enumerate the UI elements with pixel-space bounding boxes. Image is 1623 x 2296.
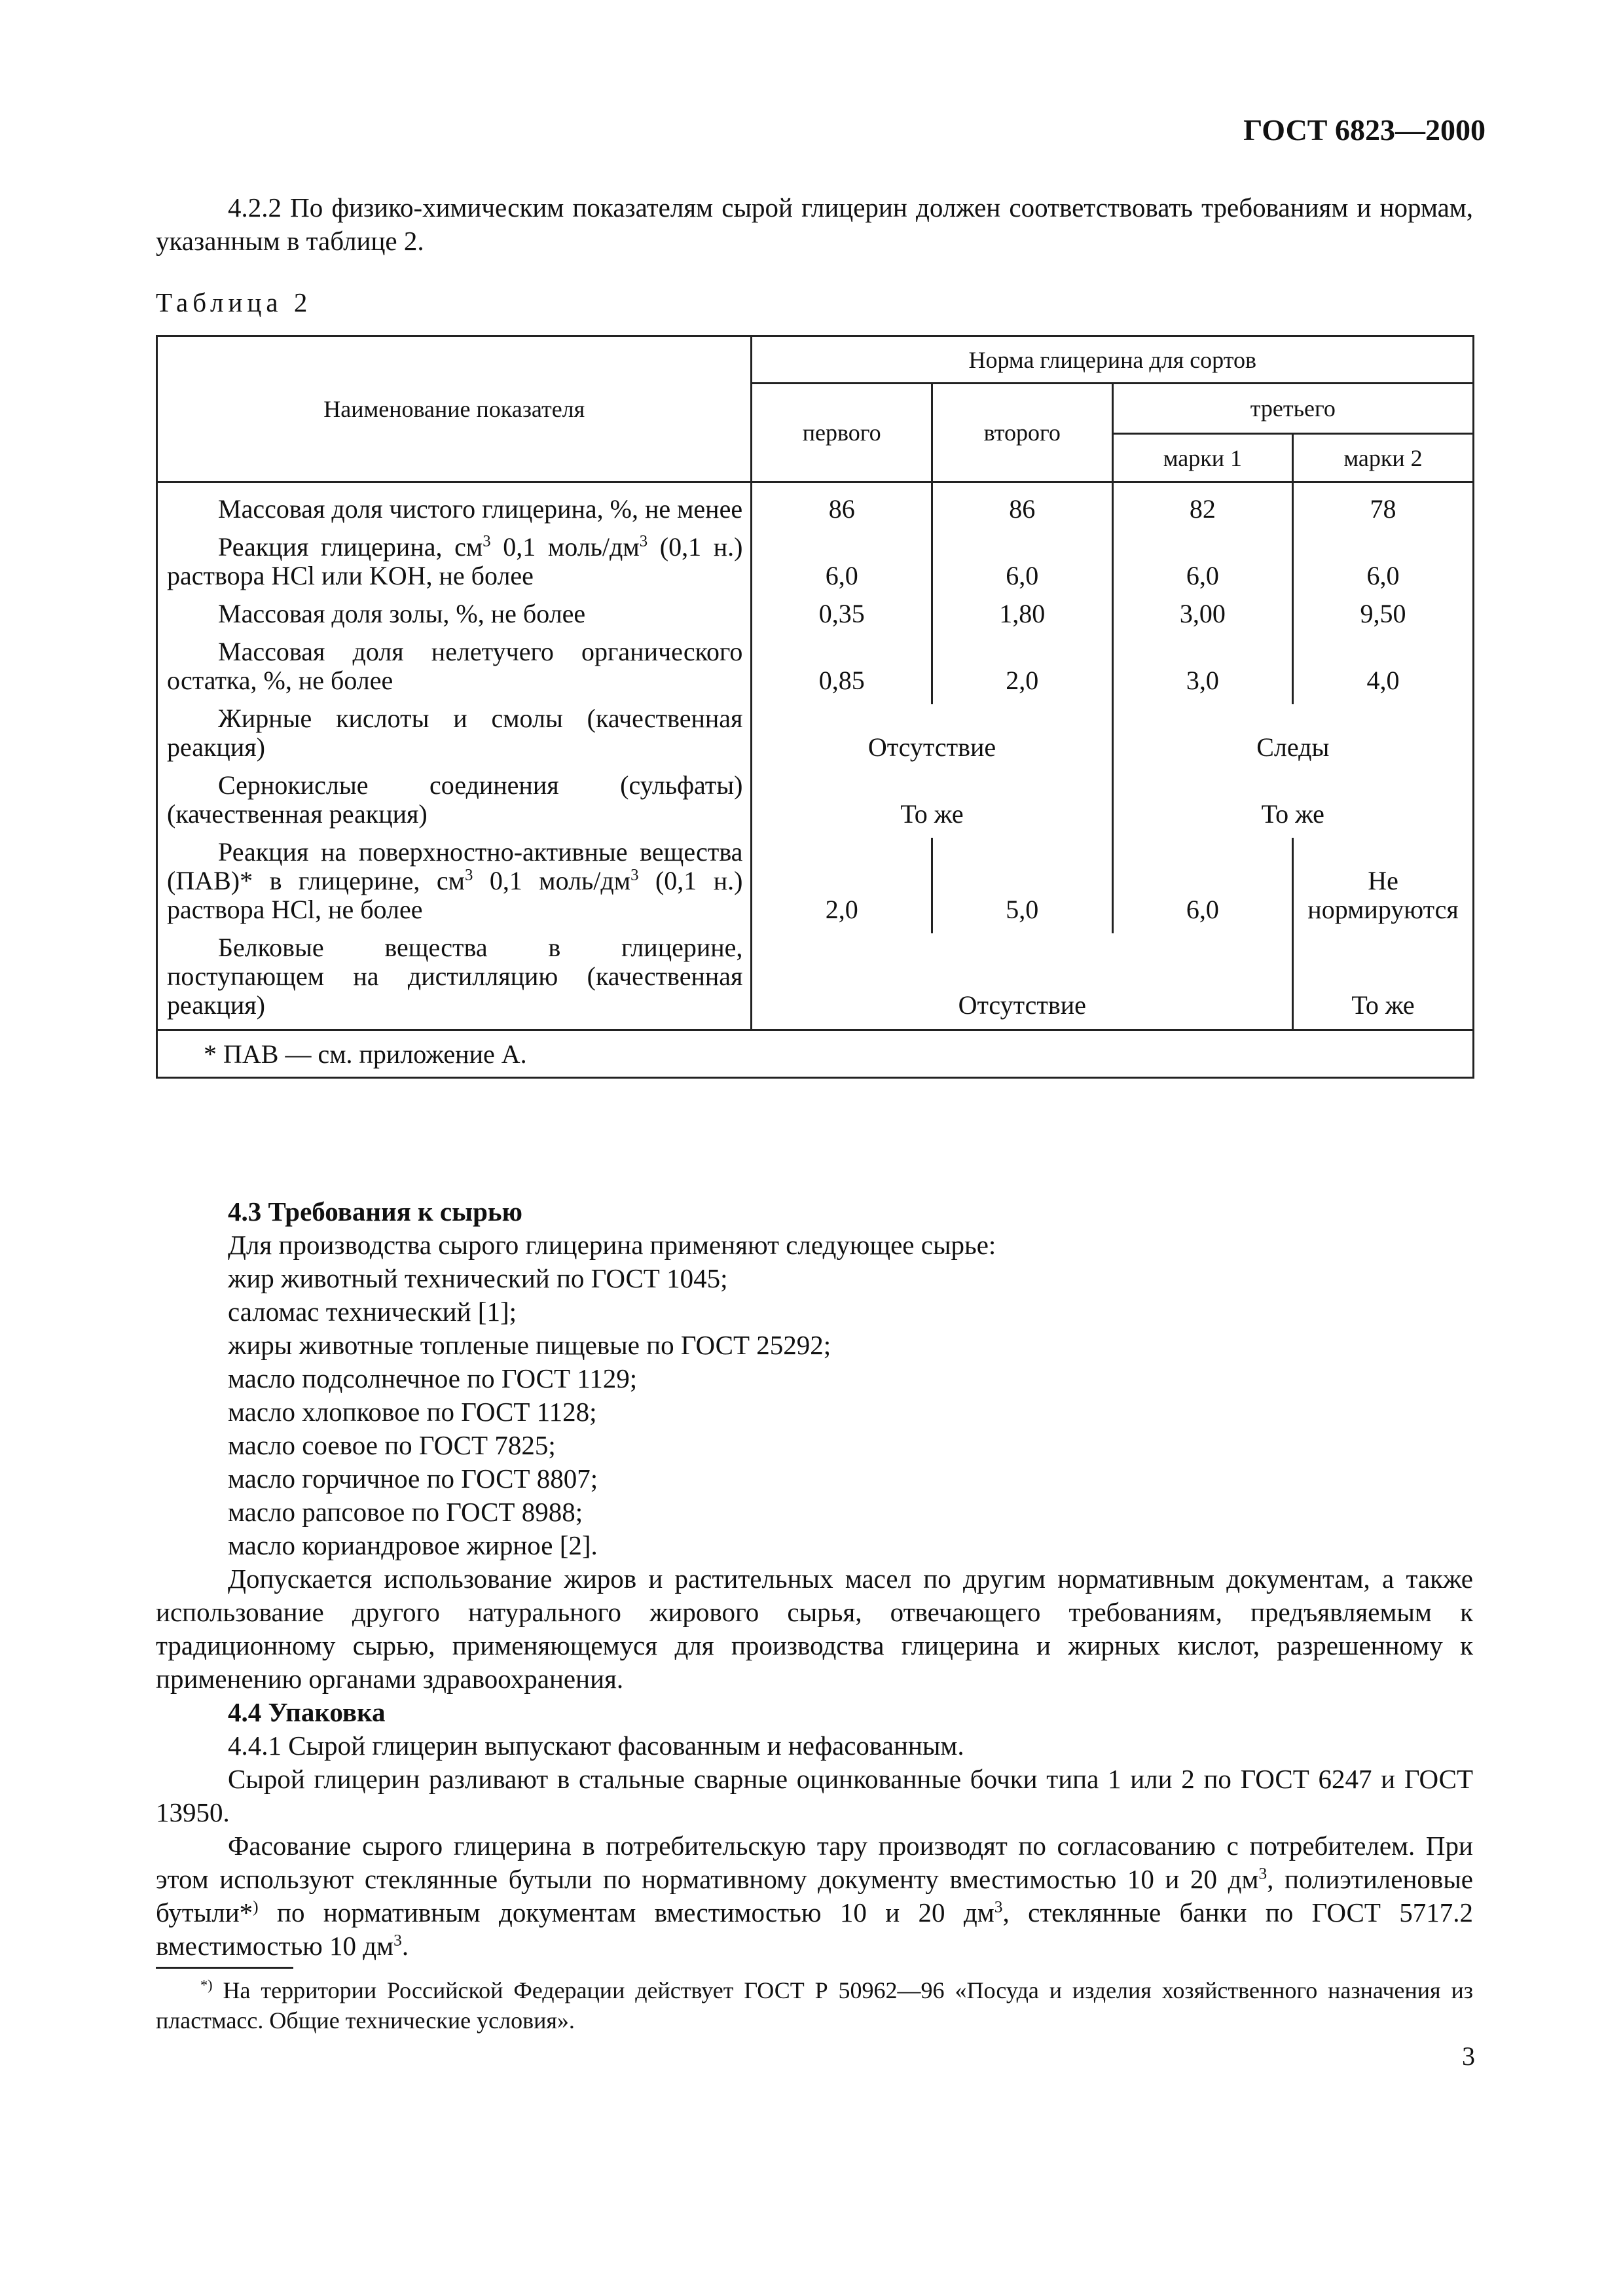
raw-material-item: саломас технический [1];: [228, 1297, 517, 1327]
row-name: Массовая доля золы, %, не более: [157, 600, 752, 637]
cell-value: То же: [752, 771, 1112, 838]
document-id: ГОСТ 6823—2000: [1243, 113, 1486, 147]
row-name: Жирные кислоты и смолы (качественная реакция): [157, 704, 752, 771]
cell-value: 9,50: [1293, 600, 1474, 637]
row-name: Белковые вещества в глицерине, поступающем на дистилляцию (качественная реакция): [157, 933, 752, 1030]
raw-material-item: жиры животные топленые пищевые по ГОСТ 25292;: [228, 1330, 831, 1360]
table-row: [157, 704, 1474, 771]
raw-material-item: масло подсолнечное по ГОСТ 1129;: [228, 1363, 638, 1393]
table-row: [157, 637, 1474, 704]
cell-value: 3,00: [1112, 600, 1293, 637]
row-name: Сернокислые соединения (сульфаты) (качественная реакция): [157, 771, 752, 838]
section-4-3-heading: 4.3 Требования к сырью: [228, 1196, 522, 1227]
cell-value: 6,0: [932, 533, 1113, 600]
row-name: Массовая доля чистого глицерина, %, не менее: [157, 482, 752, 533]
header-mark-1: марки 1: [1112, 434, 1293, 482]
table-2: [156, 335, 1474, 1079]
cell-value: 2,0: [752, 838, 932, 933]
cell-value: 82: [1112, 482, 1293, 533]
table-footnote: * ПАВ — см. приложение А.: [157, 1030, 1474, 1078]
cell-value: 6,0: [1293, 533, 1474, 600]
cell-value: 5,0: [932, 838, 1113, 933]
header-grade-second: второго: [932, 384, 1113, 482]
table-row: [157, 600, 1474, 637]
cell-value: Отсутствие: [752, 704, 1112, 771]
page-footnote: *) На территории Российской Федерации действует ГОСТ Р 50962—96 «Посуда и изделия хозяйственного назначения из пластмасс. Общие технические условия».: [156, 1977, 1473, 2034]
raw-material-item: масло хлопковое по ГОСТ 1128;: [228, 1397, 597, 1427]
cell-value: 78: [1293, 482, 1474, 533]
cell-value: 6,0: [1112, 533, 1293, 600]
cell-value: 1,80: [932, 600, 1113, 637]
footnote-divider: [156, 1967, 293, 1969]
table-row: [157, 771, 1474, 838]
cell-value: То же: [1112, 771, 1473, 838]
table-footnote-row: [157, 1030, 1474, 1078]
table-row: [157, 533, 1474, 600]
cell-value: 3,0: [1112, 637, 1293, 704]
raw-material-item: масло горчичное по ГОСТ 8807;: [228, 1463, 598, 1494]
cell-value: Следы: [1112, 704, 1473, 771]
header-grade-first: первого: [752, 384, 932, 482]
cell-value: 0,85: [752, 637, 932, 704]
cell-value: Отсутствие: [752, 933, 1293, 1030]
section-4-4-1: 4.4.1 Сырой глицерин выпускают фасованным и нефасованным.: [228, 1731, 964, 1761]
header-mark-2: марки 2: [1293, 434, 1474, 482]
row-name: Реакция глицерина, $см^3$ 0,1 моль/$дм^3$ (0,1 н.) раствора HCl или KOH, не более: [157, 533, 752, 600]
raw-material-item: масло рапсовое по ГОСТ 8988;: [228, 1497, 583, 1527]
header-grade-third: третьего: [1112, 384, 1473, 434]
row-name: Реакция на поверхностно-активные вещества (ПАВ)* в глицерине, $см^3$ 0,1 моль/$дм^3$ (0,1 н.) раствора HCl, не более: [157, 838, 752, 933]
raw-material-item: жир животный технический по ГОСТ 1045;: [228, 1263, 728, 1293]
cell-value: 0,35: [752, 600, 932, 637]
cell-value: То же: [1293, 933, 1474, 1030]
intro-paragraph: 4.2.2 По физико-химическим показателям сырой глицерин должен соответствовать требованиям и нормам, указанным в таблице 2.: [156, 192, 1473, 256]
cell-value: 86: [752, 482, 932, 533]
section-4-4-heading: 4.4 Упаковка: [228, 1697, 386, 1727]
page-number: 3: [1462, 2041, 1475, 2071]
raw-material-item: масло кориандровое жирное [2].: [228, 1530, 598, 1560]
cell-value: 2,0: [932, 637, 1113, 704]
cell-value: Не нормируются: [1293, 838, 1474, 933]
section-4-3-tail: Допускается использование жиров и растительных масел по другим нормативным документам, а также использование другого натурального жирового сырья, отвечающего требованиям, предъявляемым к традиционному сырью, применяющемуся для производства глицерина и жирных кислот, разрешенному к применению органами здравоохранения.: [156, 1564, 1473, 1694]
header-indicator-name: Наименование показателя: [157, 336, 752, 482]
cell-value: 6,0: [1112, 838, 1293, 933]
table-caption: Таблица 2: [156, 287, 312, 317]
header-norm-group: Норма глицерина для сортов: [752, 336, 1474, 384]
raw-material-item: масло соевое по ГОСТ 7825;: [228, 1430, 556, 1460]
row-name: Массовая доля нелетучего органического остатка, %, не более: [157, 637, 752, 704]
cell-value: 4,0: [1293, 637, 1474, 704]
cell-value: 6,0: [752, 533, 932, 600]
table-row: [157, 838, 1474, 933]
section-4-4-p2: Сырой глицерин разливают в стальные сварные оцинкованные бочки типа 1 или 2 по ГОСТ 6247 и ГОСТ 13950.: [156, 1764, 1473, 1827]
cell-value: 86: [932, 482, 1113, 533]
table-row: [157, 482, 1474, 533]
section-4-3-lead: Для производства сырого глицерина применяют следующее сырье:: [228, 1230, 996, 1260]
table-row: [157, 933, 1474, 1030]
section-4-4-p3: Фасование сырого глицерина в потребительскую тару производят по согласованию с потребителем. При этом используют стеклянные бутыли по нормативному документу вместимостью 10 и 20 $дм^3$, полиэтиленовые бутыли*) по нормативным документам вместимостью 10 и 20 $дм^3$, стеклянные банки по ГОСТ 5717.2 вместимостью 10 $дм^3$.: [156, 1831, 1473, 1961]
